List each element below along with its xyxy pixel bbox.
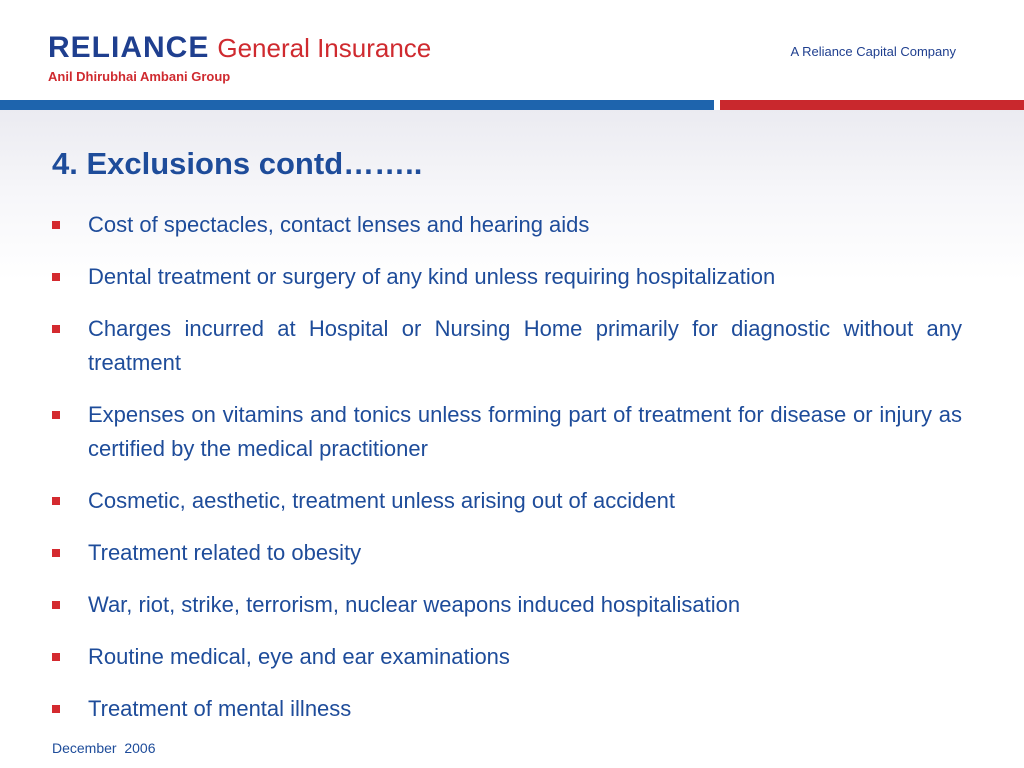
list-item bbox=[50, 536, 962, 570]
header-divider-red bbox=[720, 100, 1024, 110]
list-item bbox=[50, 208, 962, 242]
list-item bbox=[50, 398, 962, 466]
list-item-text: Cost of spectacles, contact lenses and hearing aids bbox=[88, 212, 590, 237]
list-item-text: Expenses on vitamins and tonics unless forming part of treatment for disease or injury as certified by the medical practitioner bbox=[88, 402, 962, 461]
list-item-text: Treatment related to obesity bbox=[88, 540, 362, 565]
bullet-square-icon bbox=[52, 325, 60, 333]
list-item-text: Cosmetic, aesthetic, treatment unless arising out of accident bbox=[88, 488, 675, 513]
list-item-text: Charges incurred at Hospital or Nursing Home primarily for diagnostic without any treatment bbox=[88, 316, 962, 375]
capital-company-label: A Reliance Capital Company bbox=[790, 44, 956, 59]
footer-date: December 2006 bbox=[52, 740, 156, 756]
bullet-square-icon bbox=[52, 497, 60, 505]
list-item bbox=[50, 640, 962, 674]
logo-wordmark bbox=[48, 32, 431, 69]
brand-subtitle: General Insurance bbox=[217, 33, 432, 63]
group-name: Anil Dhirubhai Ambani Group bbox=[48, 69, 231, 84]
slide-title: 4. Exclusions contd…….. bbox=[52, 146, 423, 181]
list-item bbox=[50, 484, 962, 518]
reliance-logo bbox=[48, 32, 431, 84]
list-item-text: Routine medical, eye and ear examinations bbox=[88, 644, 510, 669]
list-item-text: Dental treatment or surgery of any kind unless requiring hospitalization bbox=[88, 264, 776, 289]
bullet-square-icon bbox=[52, 273, 60, 281]
list-item bbox=[50, 260, 962, 294]
bullet-square-icon bbox=[52, 653, 60, 661]
header-divider-blue bbox=[0, 100, 714, 110]
exclusions-list bbox=[50, 208, 962, 744]
list-item bbox=[50, 588, 962, 622]
slide-header bbox=[0, 0, 1024, 100]
list-item bbox=[50, 312, 962, 380]
list-item-text: War, riot, strike, terrorism, nuclear weapons induced hospitalisation bbox=[88, 592, 741, 617]
bullet-square-icon bbox=[52, 549, 60, 557]
list-item-text: Treatment of mental illness bbox=[88, 696, 352, 721]
bullet-square-icon bbox=[52, 705, 60, 713]
bullet-square-icon bbox=[52, 601, 60, 609]
bullet-square-icon bbox=[52, 411, 60, 419]
bullet-square-icon bbox=[52, 221, 60, 229]
brand-word: RELIANCE bbox=[48, 31, 210, 64]
list-item bbox=[50, 692, 962, 726]
